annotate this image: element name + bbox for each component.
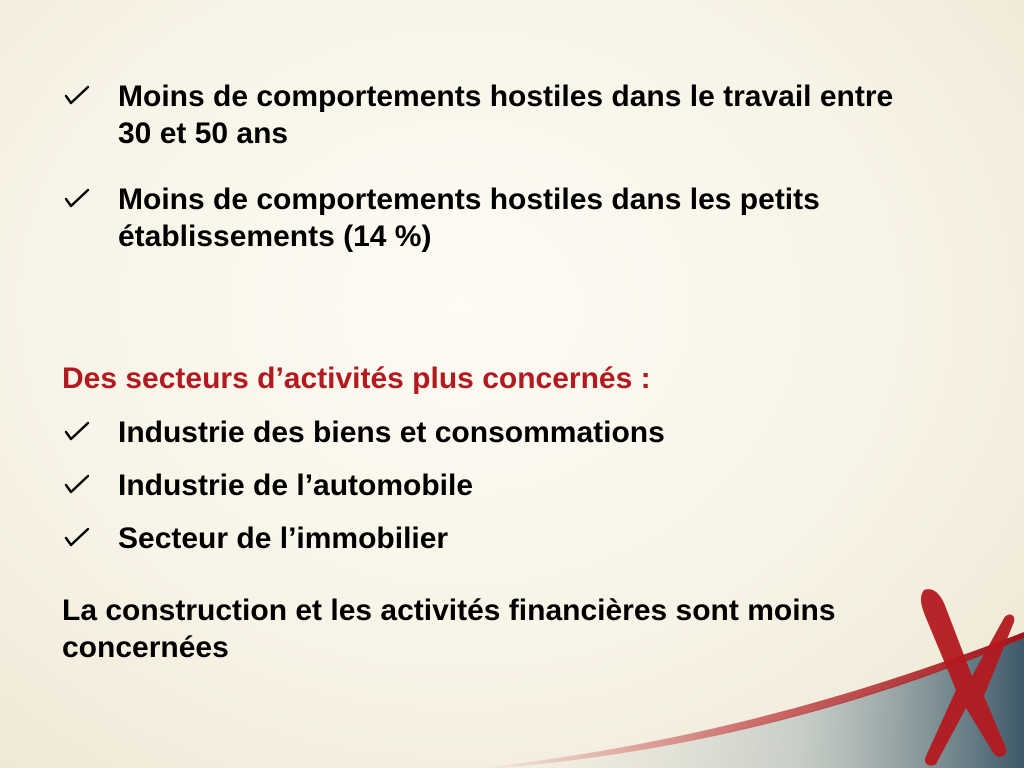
checkmark-icon bbox=[62, 187, 92, 211]
checkmark-icon bbox=[62, 526, 92, 550]
list-item bbox=[62, 414, 902, 451]
bullet-text: Moins de comportements hostiles dans les petits établissements (14 %) bbox=[118, 183, 820, 253]
conclusion-text: La construction et les activités financières sont moins concernées bbox=[62, 594, 836, 664]
sector-bullet-list bbox=[62, 414, 902, 557]
bullet-text: Secteur de l’immobilier bbox=[118, 522, 449, 555]
list-item bbox=[62, 181, 902, 255]
bullet-text: Industrie des biens et consommations bbox=[118, 416, 665, 449]
checkmark-icon bbox=[62, 420, 92, 444]
top-bullet-list bbox=[62, 78, 902, 255]
list-item bbox=[62, 467, 902, 504]
checkmark-icon bbox=[62, 473, 92, 497]
list-item bbox=[62, 78, 902, 152]
bullet-text: Industrie de l’automobile bbox=[118, 469, 474, 502]
checkmark-icon bbox=[62, 84, 92, 108]
bullet-text: Moins de comportements hostiles dans le travail entre 30 et 50 ans bbox=[118, 80, 894, 150]
section-heading: Des secteurs d’activités plus concernés : bbox=[62, 362, 651, 395]
list-item bbox=[62, 520, 902, 557]
